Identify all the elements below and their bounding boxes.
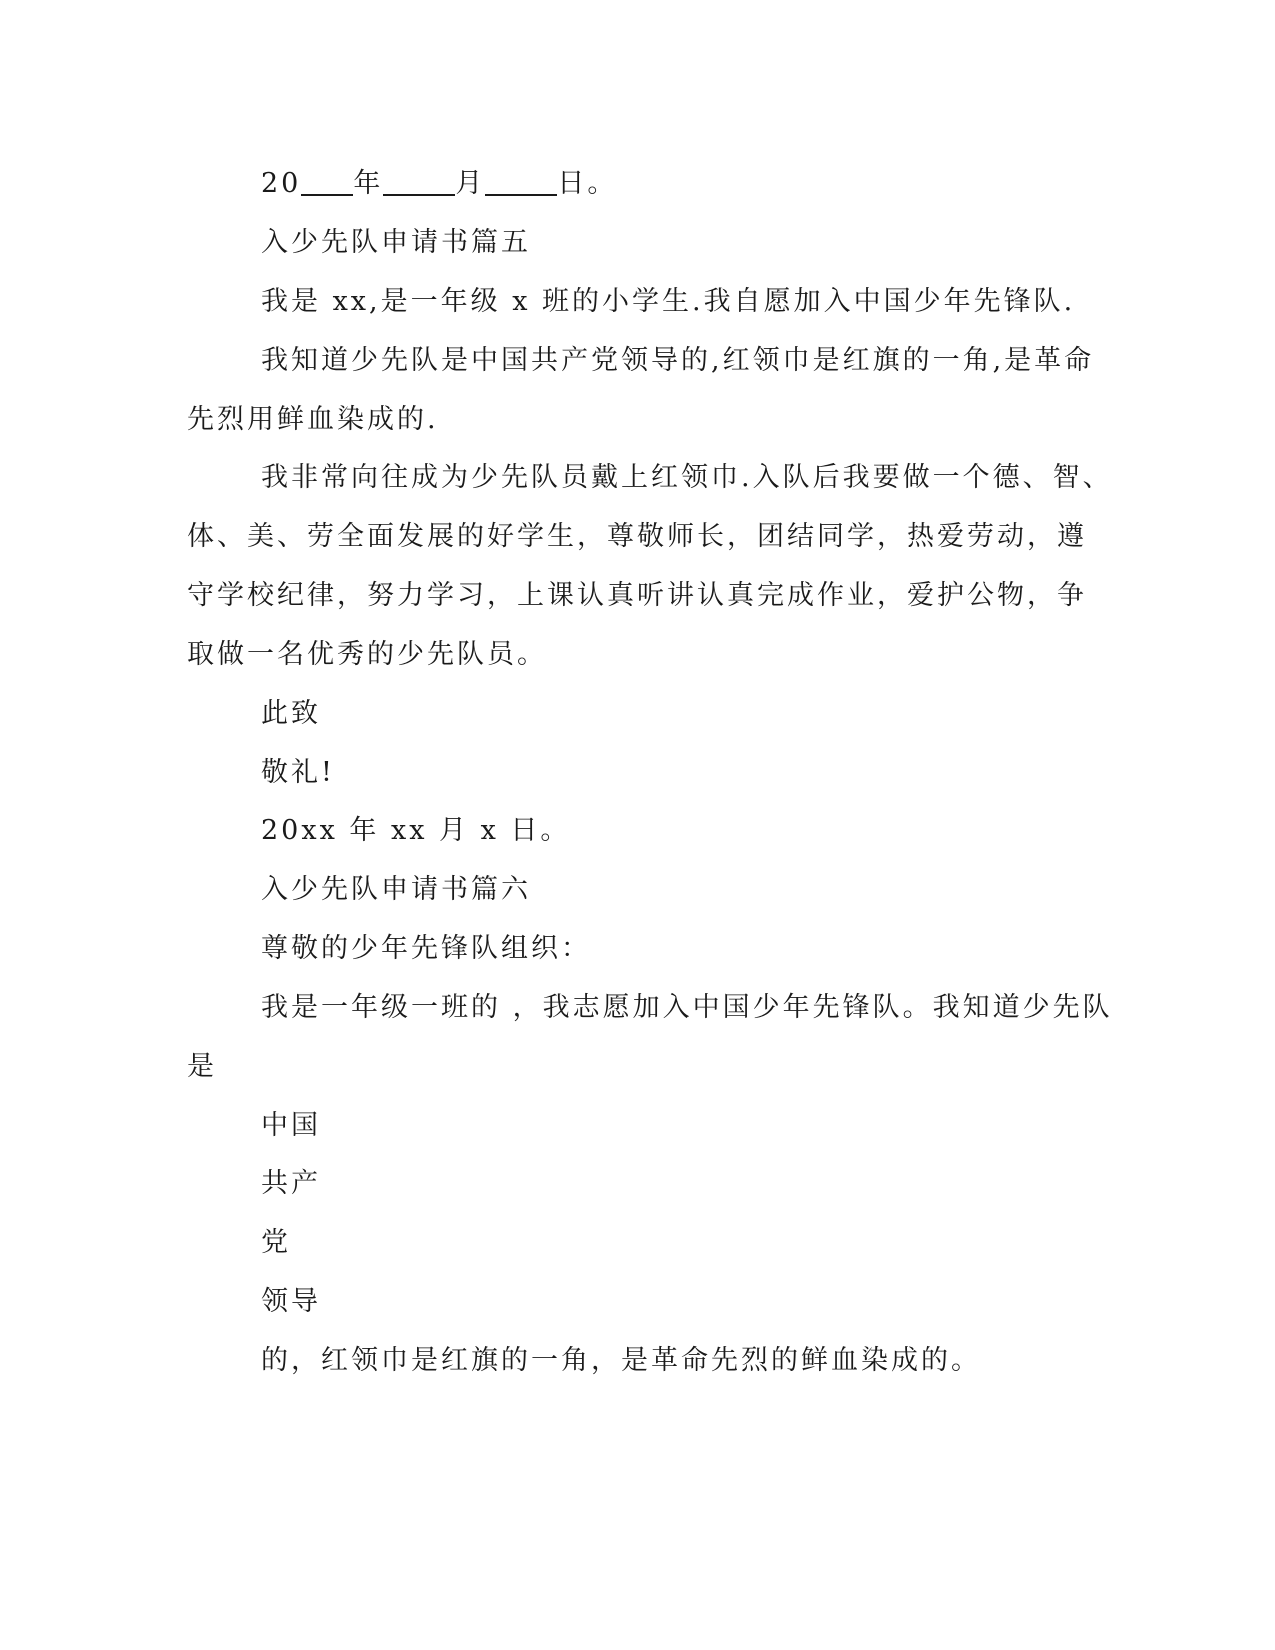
section6-fragment-3: 党 (261, 1227, 291, 1258)
section5-date: 20xx 年 xx 月 x 日。 (261, 815, 571, 846)
section6-title: 入少先队申请书篇六 (261, 874, 531, 905)
section5-para2-line4: 取做一名优秀的少先队员。 (187, 639, 547, 670)
section6-fragment-1: 中国 (261, 1110, 321, 1141)
section5-para2-line1: 我非常向往成为少先队员戴上红领巾.入队后我要做一个德、智、 (261, 462, 1113, 493)
date-prefix: 20 (261, 168, 302, 199)
month-blank (383, 168, 455, 196)
section6-body-line2: 是 (187, 1051, 217, 1082)
section5-title: 入少先队申请书篇五 (261, 227, 531, 258)
month-label: 月 (455, 168, 486, 199)
section5-para2-line2: 体、美、劳全面发展的好学生，尊敬师长，团结同学，热爱劳动，遵 (187, 521, 1087, 552)
year-label: 年 (353, 168, 384, 199)
section5-intro: 我是 xx,是一年级 x 班的小学生.我自愿加入中国少年先锋队. (261, 286, 1076, 317)
section5-para2-line3: 守学校纪律，努力学习，上课认真听讲认真完成作业，爱护公物，争 (187, 580, 1087, 611)
section5-closing2: 敬礼! (261, 757, 335, 788)
date-blank-line (261, 166, 617, 202)
section5-para1-line2: 先烈用鲜血染成的. (187, 404, 439, 435)
day-label: 日。 (557, 168, 618, 199)
day-blank (485, 168, 557, 196)
section5-para1-line1: 我知道少先队是中国共产党领导的,红领巾是红旗的一角,是革命 (261, 345, 1095, 376)
year-blank (301, 168, 353, 196)
section5-closing1: 此致 (261, 698, 321, 729)
section6-body-line1: 我是一年级一班的 ，我志愿加入中国少年先锋队。我知道少先队 (261, 992, 1113, 1023)
section6-salutation: 尊敬的少年先锋队组织： (261, 933, 591, 964)
section6-fragment-4: 领导 (261, 1286, 321, 1317)
section6-fragment-2: 共产 (261, 1168, 321, 1199)
section6-body-last: 的，红领巾是红旗的一角，是革命先烈的鲜血染成的。 (261, 1345, 981, 1376)
